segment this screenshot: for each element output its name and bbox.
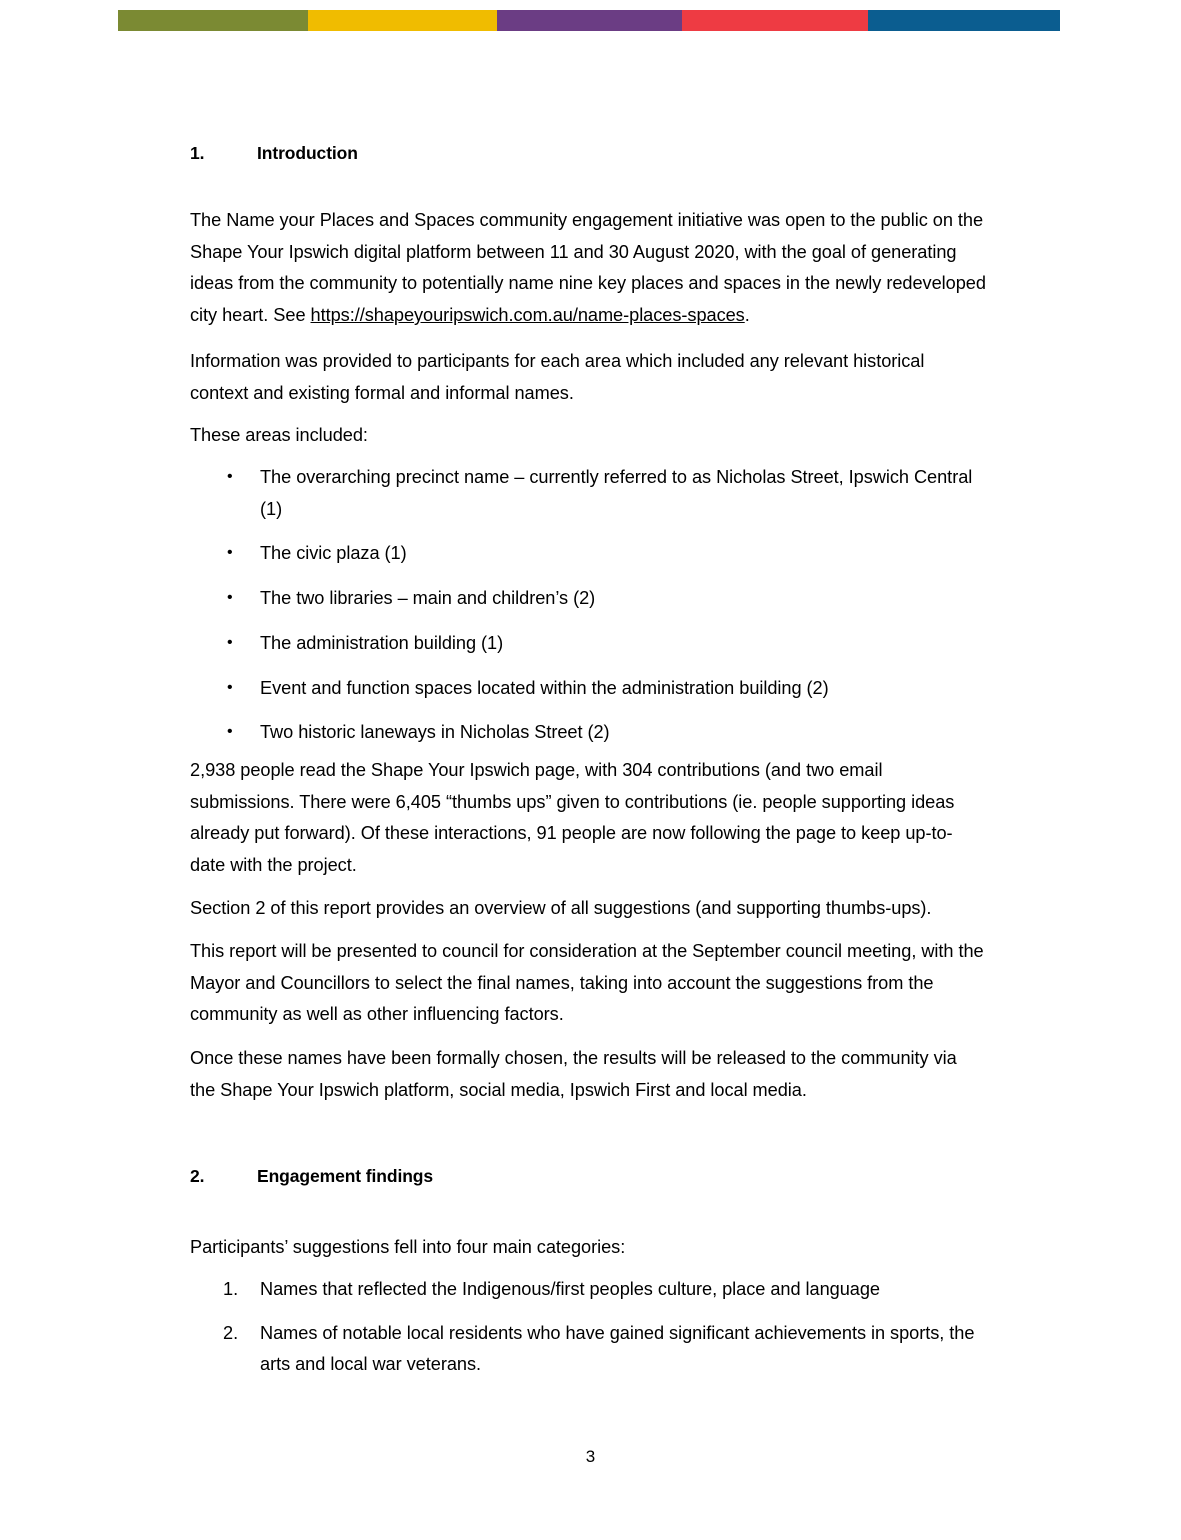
areas-bullet-list — [190, 462, 996, 762]
section-number: 2. — [190, 1166, 205, 1186]
color-bar-segment-yellow — [308, 10, 497, 31]
paragraph-section-two-overview: Section 2 of this report provides an overview of all suggestions (and supporting thumbs-ups). — [190, 898, 932, 918]
list-item — [190, 1274, 996, 1306]
list-item-label: Names that reflected the Indigenous/first peoples culture, place and language — [260, 1279, 880, 1299]
paragraph-information-provided: Information was provided to participants for each area which included any relevant historical context and existing formal and informal names. — [190, 351, 925, 403]
color-bar-segment-red — [682, 10, 868, 31]
paragraph-categories-intro: Participants’ suggestions fell into four main categories: — [190, 1237, 626, 1257]
list-item: • The overarching precinct name – currently referred to as Nicholas Street, Ipswich Central (1) — [190, 462, 996, 525]
paragraph-text-before-link: The Name your Places and Spaces community engagement initiative was open to the public on the Shape Your Ipswich digital platform between 11 and 30 August 2020, with the goal of generating ideas from the community to potentially name nine key places and spaces in the newly redeveloped city heart. See — [190, 210, 986, 326]
list-item-number: 2. — [223, 1322, 239, 1343]
section-heading-engagement-findings — [190, 1166, 433, 1187]
color-bar-segment-purple — [497, 10, 682, 31]
color-bar-segment-blue — [868, 10, 1060, 31]
decorative-color-bar — [118, 10, 1060, 31]
page-number: 3 — [585, 1447, 596, 1466]
color-bar-segment-olive-green — [118, 10, 308, 31]
section-heading-introduction — [190, 143, 358, 164]
section-title: Engagement findings — [257, 1166, 434, 1186]
paragraph-council-presentation: This report will be presented to council for consideration at the September council meeting, with the Mayor and Councillors to select the final names, taking into account the suggestions from the community as well as other influencing factors. — [190, 941, 984, 1025]
categories-numbered-list — [190, 1274, 996, 1393]
paragraph-engagement-statistics: 2,938 people read the Shape Your Ipswich page, with 304 contributions (and two email submissions. There were 6,405 “thumbs ups” given to contributions (ie. people supporting ideas already put forward). Of these interactions, 91 people are now following the page to keep up-to-date with the project. — [190, 760, 955, 876]
list-item: • The civic plaza (1) — [190, 538, 996, 570]
paragraph-these-areas-included: These areas included: — [190, 425, 368, 445]
paragraph-initiative-overview — [190, 205, 990, 332]
list-item: • The two libraries – main and children’s (2) — [190, 583, 996, 615]
list-item: • Two historic laneways in Nicholas Street (2) — [190, 717, 996, 749]
list-item-number: 1. — [223, 1279, 239, 1299]
paragraph-results-release: Once these names have been formally chosen, the results will be released to the community via the Shape Your Ipswich platform, social media, Ipswich First and local media. — [190, 1048, 957, 1100]
paragraph-text-after-link: . — [744, 305, 750, 326]
list-item — [190, 1318, 996, 1381]
section-number: 1. — [190, 143, 205, 163]
section-title: Introduction — [257, 143, 358, 163]
list-item: • Event and function spaces located within the administration building (2) — [190, 673, 996, 705]
shape-your-ipswich-link[interactable]: https://shapeyouripswich.com.au/name-places-spaces — [310, 305, 745, 326]
list-item-label: Names of notable local residents who have gained significant achievements in sports, the arts and local war veterans. — [260, 1322, 975, 1375]
list-item: • The administration building (1) — [190, 628, 996, 660]
